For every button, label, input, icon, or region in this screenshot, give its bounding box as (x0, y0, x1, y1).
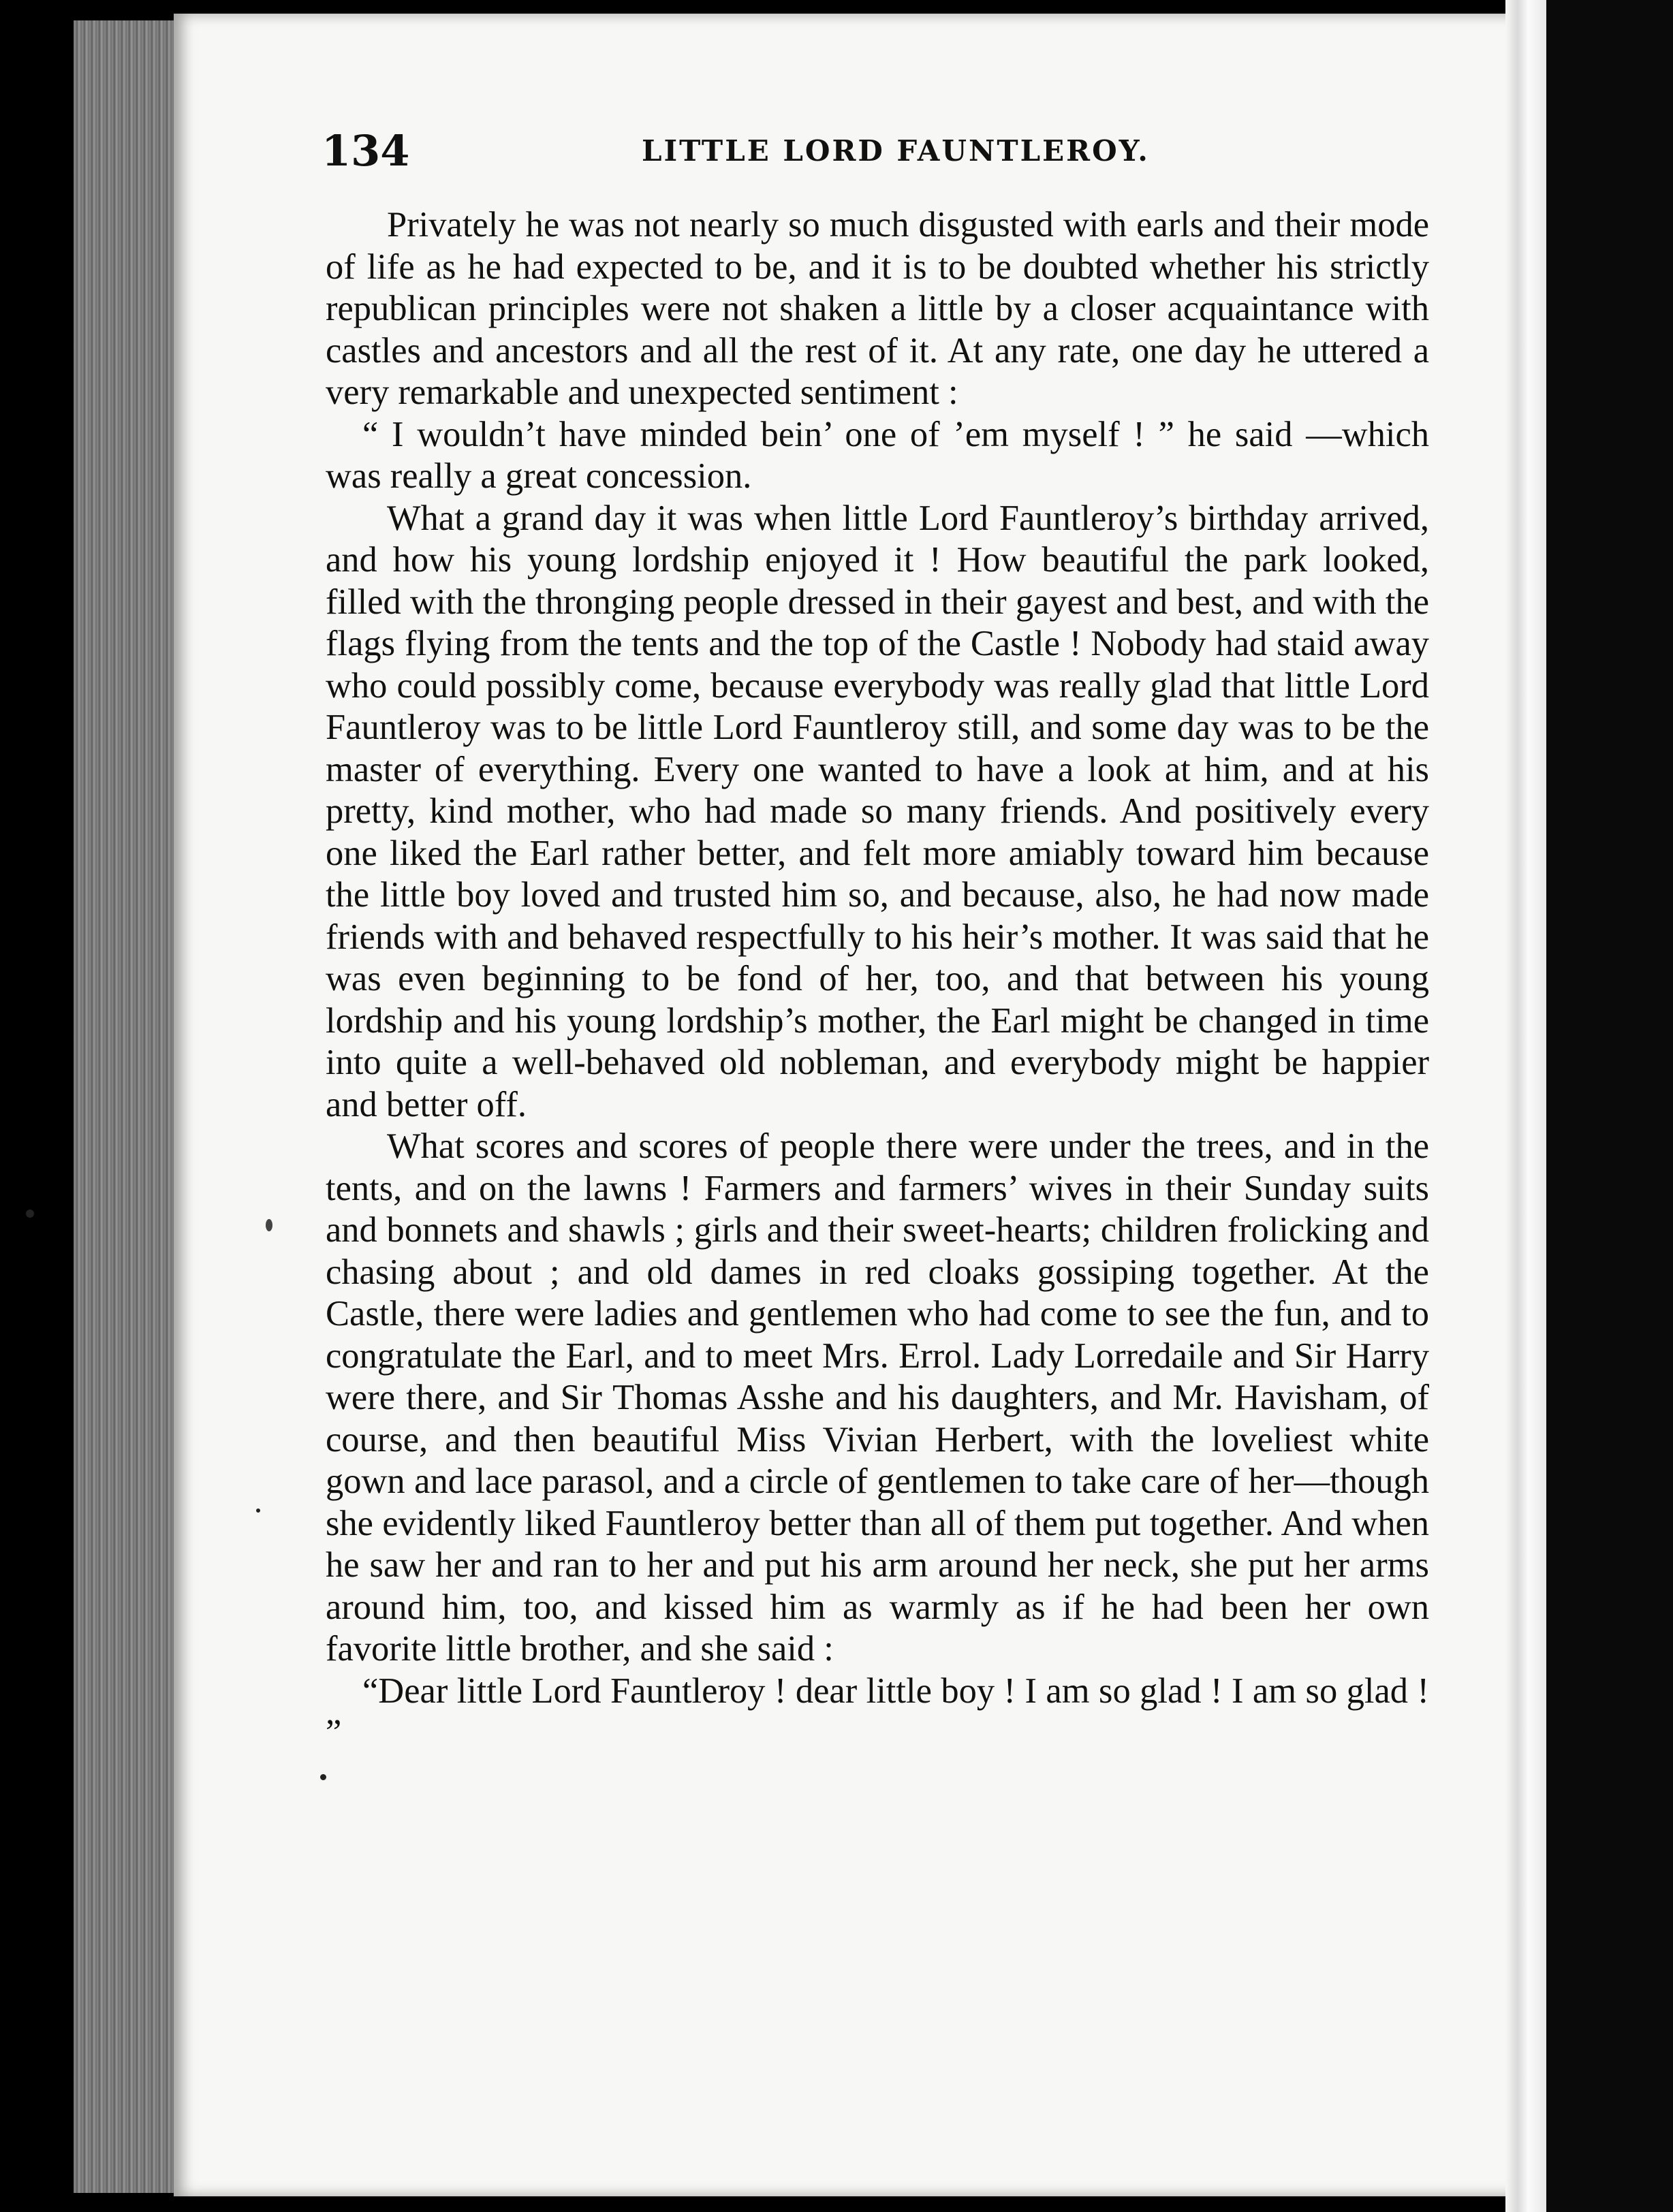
running-head (322, 126, 1445, 180)
book-spine-shadow (0, 0, 74, 2212)
paragraph-quote: “ I wouldn’t have minded bein’ one of ’em myself ! ” he said —which was really a great concession. (326, 414, 1429, 496)
scan-speck (256, 1508, 260, 1513)
body-text (326, 204, 1429, 1754)
page-edges (74, 20, 176, 2193)
book-title: LITTLE LORD FAUNTLEROY. (642, 134, 1150, 168)
paragraph-quote: “Dear little Lord Fauntleroy ! dear little boy ! I am so glad ! I am so glad ! ” (326, 1671, 1429, 1752)
scan-speck (266, 1219, 272, 1231)
paragraph: What a grand day it was when little Lord Fauntleroy’s birthday arrived, and how his young lordship enjoyed it ! How beautiful the park looked, filled with the thronging people dressed in their gayest and best, and with the flags flying from the tents and the top of the Castle ! Nobody had staid away who could possibly come, because everybody was really glad that little Lord Fauntleroy was to be little Lord Fauntleroy still, and some day was to be the master of everything. Every one wanted to have a look at him, and at his pretty, kind mother, who had made so many friends. And positively every one liked the Earl rather better, and felt more amiably toward him because the little boy loved and trusted him so, and because, also, he had now made friends with and behaved respectfully to his heir’s mother. It was said that he was even beginning to be fond of her, too, and that between his young lordship and his young lordship’s mother, the Earl might be changed in time into quite a well-behaved old nobleman, and everybody might be happier and better off. (326, 498, 1429, 1124)
right-gutter-shadow (1546, 0, 1673, 2212)
scan-speck (320, 1774, 326, 1780)
paragraph: What scores and scores of people there were under the trees, and in the tents, and on the lawns ! Farmers and farmers’ wives in their Sunday suits and bonnets and shawls ; girls and their sweet-hearts; children frolicking and chasing about ; and old dames in red cloaks gossiping together. At the Castle, there were ladies and gentlemen who had come to see the fun, and to congratulate the Earl, and to meet Mrs. Errol. Lady Lorredaile and Sir Harry were there, and Sir Thomas Asshe and his daughters, and Mr. Havisham, of course, and then beautiful Miss Vivian Herbert, with the loveliest white gown and lace parasol, and a circle of gentlemen to take care of her—though she evidently liked Fauntleroy better than all of them put together. And when he saw her and ran to her and put his arm around her neck, she put her arms around him, too, and kissed him as warmly as if he had been her own favorite little brother, and she said : (326, 1126, 1429, 1669)
scan-speck (26, 1210, 34, 1218)
page-number: 134 (322, 126, 410, 176)
paragraph: Privately he was not nearly so much disgusted with earls and their mode of life as he had expected to be, and it is to be doubted whether his strictly republican principles were not shaken a little by a closer acquaintance with castles and ancestors and all the rest of it. At any rate, one day he uttered a very remarkable and unexpected sentiment : (326, 205, 1429, 412)
page-fold-edge (1505, 0, 1546, 2212)
